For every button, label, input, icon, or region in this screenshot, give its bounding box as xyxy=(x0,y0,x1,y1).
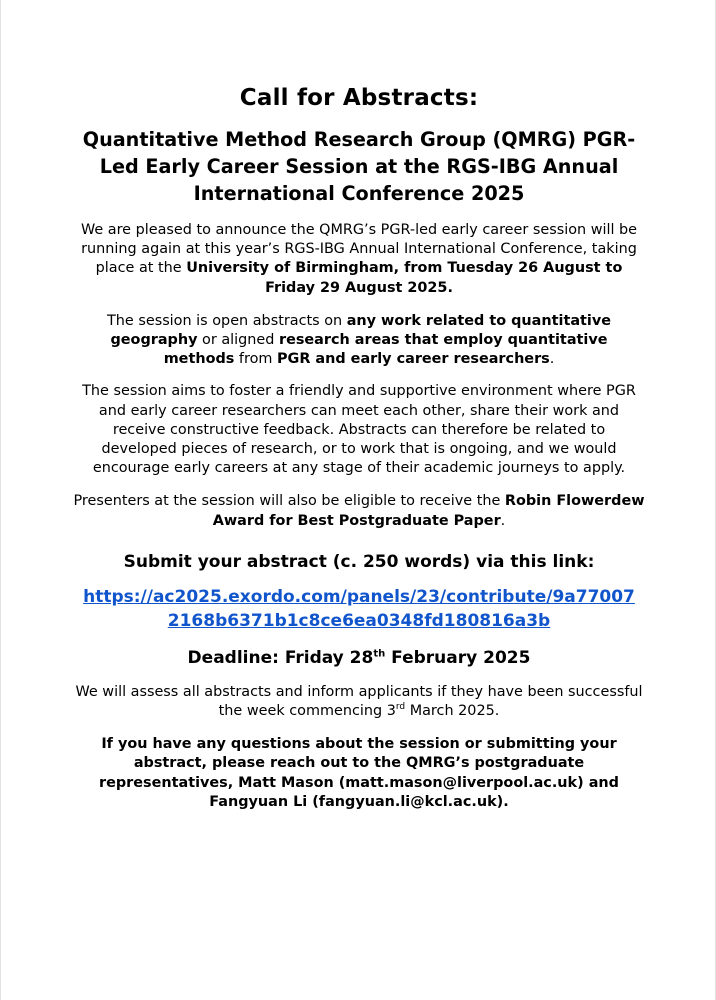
award-paragraph xyxy=(73,492,645,530)
intro-venue-dates: University of Birmingham, from Tuesday 26 August to Friday 29 August 2025. xyxy=(186,260,623,296)
page-title: Call for Abstracts: xyxy=(239,85,479,111)
assessment-text-2: March 2025. xyxy=(405,703,500,720)
scope-text-2: or aligned xyxy=(197,332,279,349)
scope-bold-2: research areas that employ quantitative methods xyxy=(163,332,608,368)
aims-paragraph: The session aims to foster a friendly and supportive environment where PGR and early career researchers can meet each other, share their work and receive constructive feedback. Abstracts can therefore be related to developed pieces of research, or to work that is ongoing, and we would encourage early careers at any stage of their academic journeys to apply. xyxy=(82,383,636,477)
scope-bold-3: PGR and early career researchers xyxy=(276,351,550,368)
scope-bold-1: any work related to quantitative geography xyxy=(110,312,611,349)
intro-paragraph xyxy=(73,221,645,298)
intro-text: We are pleased to announce the QMRG’s PGR-led early career session will be running again at this year’s RGS-IBG Annual International Conference, taking place at the xyxy=(80,222,638,277)
assessment-text-1: We will assess all abstracts and inform applicants if they have been successful the week commencing 3 xyxy=(75,683,643,720)
submission-link[interactable]: https://ac2025.exordo.com/panels/23/contribute/9a770072168b6371b1c8ce6ea0348fd180816a3b xyxy=(83,586,635,631)
contact-paragraph: If you have any questions about the session or submitting your abstract, please reach out to the QMRG’s postgraduate representatives, Matt Mason (matt.mason@liverpool.ac.uk) and Fangyuan Li (fangyuan.li@kcl.ac.uk). xyxy=(99,736,619,810)
deadline-rest: February 2025 xyxy=(385,647,531,668)
award-text-2: . xyxy=(500,512,506,529)
document-body xyxy=(73,84,645,812)
page-subtitle: Quantitative Method Research Group (QMRG) PGR-Led Early Career Session at the RGS-IBG Annual International Conference 2025 xyxy=(82,128,636,205)
scope-text-1: The session is open abstracts on xyxy=(107,312,347,329)
deadline xyxy=(73,647,645,669)
award-name: Robin Flowerdew Award for Best Postgraduate Paper xyxy=(212,493,645,529)
scope-text-4: . xyxy=(549,351,555,368)
submit-heading: Submit your abstract (c. 250 words) via this link: xyxy=(123,551,595,572)
scope-paragraph xyxy=(73,312,645,370)
assessment-paragraph xyxy=(73,683,645,721)
award-text-1: Presenters at the session will also be eligible to receive the xyxy=(73,493,505,510)
assessment-ordinal: rd xyxy=(395,702,406,713)
scope-text-3: from xyxy=(234,351,277,368)
deadline-ordinal: th xyxy=(373,648,386,660)
deadline-prefix: Deadline: Friday 28 xyxy=(187,647,374,668)
